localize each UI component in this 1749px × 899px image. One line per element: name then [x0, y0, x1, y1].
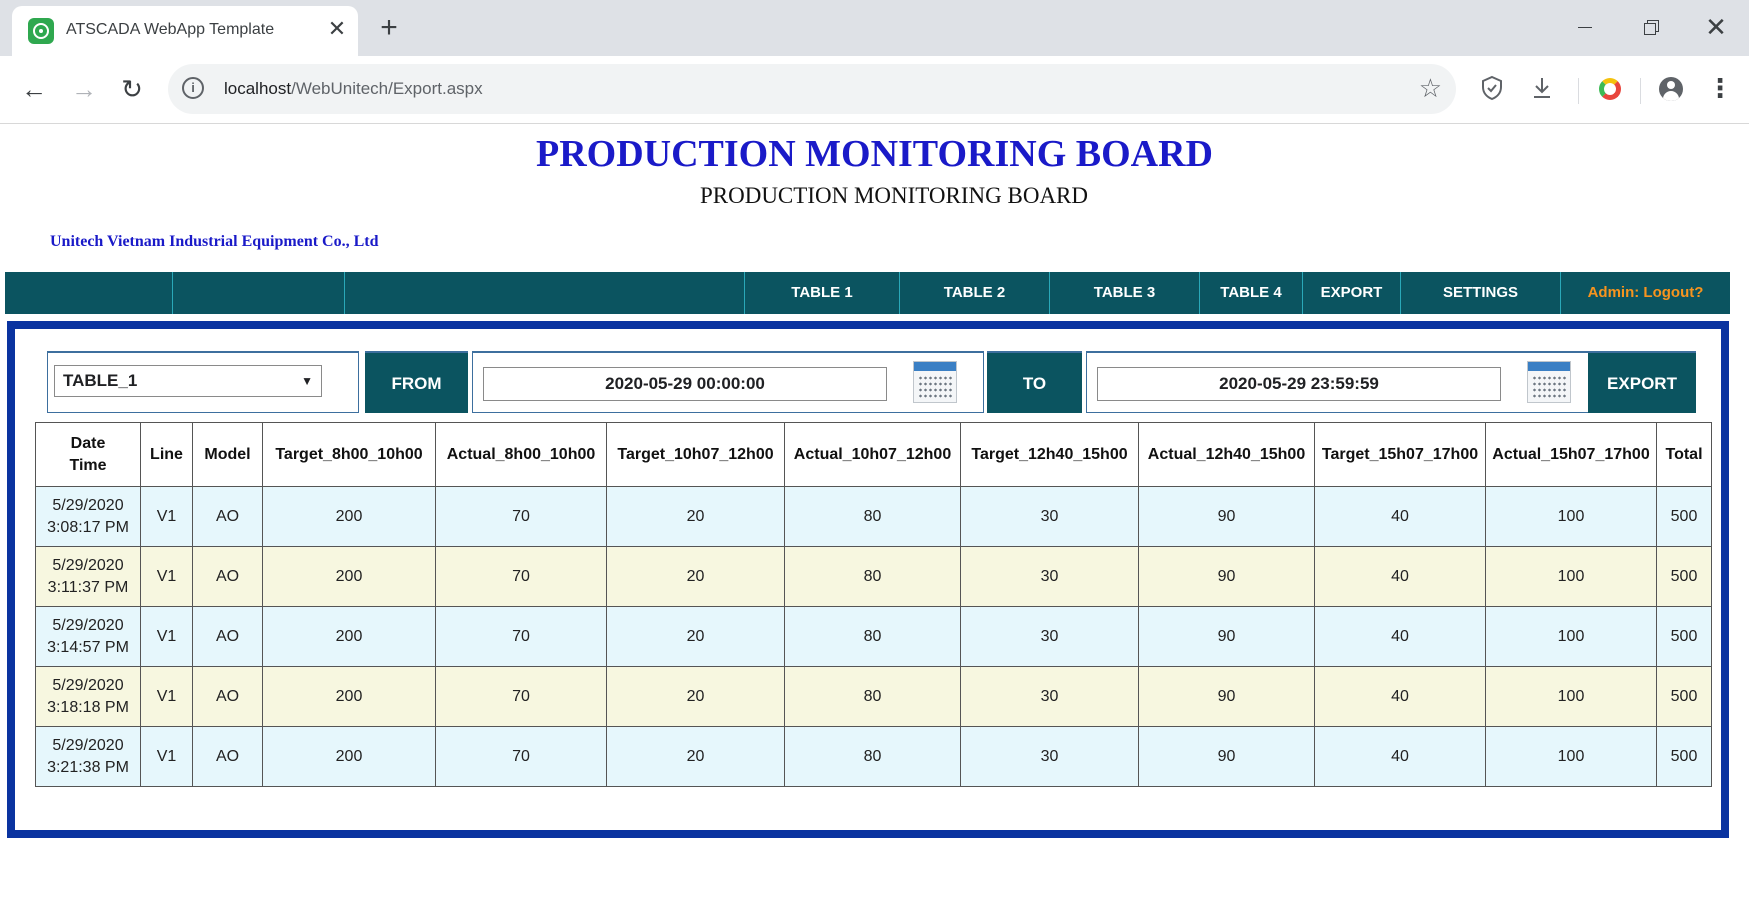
page-subtitle: PRODUCTION MONITORING BOARD — [699, 183, 1089, 208]
table-header-row — [36, 423, 1712, 487]
menu-blank-cell — [5, 272, 172, 314]
table-cell: 90 — [1139, 727, 1315, 787]
to-date-input[interactable]: 2020-05-29 23:59:59 — [1097, 367, 1501, 401]
table-cell: AO — [193, 607, 263, 667]
reload-icon[interactable]: ↻ — [121, 74, 143, 104]
from-calendar-icon[interactable] — [913, 361, 957, 403]
table-cell: V1 — [141, 607, 193, 667]
table-select-value: TABLE_1 — [63, 371, 138, 390]
menu-table-1[interactable]: TABLE 1 — [744, 272, 899, 314]
column-header: Total — [1657, 423, 1712, 487]
table-cell: 200 — [263, 727, 436, 787]
browser-toolbar — [0, 56, 1749, 124]
table-cell: 70 — [436, 487, 607, 547]
datetime-cell: 5/29/2020 3:08:17 PM — [36, 487, 141, 547]
column-header: Actual_12h40_15h00 — [1139, 423, 1315, 487]
table-cell: 30 — [961, 487, 1139, 547]
table-select[interactable] — [54, 365, 322, 397]
table-row — [36, 727, 1712, 787]
column-header: Model — [193, 423, 263, 487]
table-cell: 200 — [263, 487, 436, 547]
logout-link[interactable]: Admin: Logout? — [1560, 272, 1730, 314]
table-cell: 500 — [1657, 547, 1712, 607]
toolbar-separator — [1578, 78, 1579, 104]
to-calendar-icon[interactable] — [1527, 361, 1571, 403]
table-cell: V1 — [141, 727, 193, 787]
column-header: Target_10h07_12h00 — [607, 423, 785, 487]
tab-close-icon[interactable]: ✕ — [327, 16, 347, 41]
column-header: Target_15h07_17h00 — [1315, 423, 1486, 487]
browser-tab-strip — [0, 0, 1749, 56]
from-button[interactable]: FROM — [365, 351, 468, 413]
table-cell: 70 — [436, 727, 607, 787]
table-cell: 30 — [961, 547, 1139, 607]
table-cell: 70 — [436, 667, 607, 727]
table-cell: 40 — [1315, 727, 1486, 787]
table-cell: 100 — [1486, 727, 1657, 787]
url-path: /WebUnitech/Export.aspx — [291, 79, 483, 98]
table-cell: 40 — [1315, 607, 1486, 667]
table-cell: 90 — [1139, 607, 1315, 667]
toolbar-separator — [1640, 78, 1641, 104]
table-cell: 500 — [1657, 727, 1712, 787]
table-cell: 80 — [785, 727, 961, 787]
column-header: Line — [141, 423, 193, 487]
table-row — [36, 607, 1712, 667]
table-cell: 90 — [1139, 667, 1315, 727]
table-cell: 100 — [1486, 547, 1657, 607]
column-header: Actual_10h07_12h00 — [785, 423, 961, 487]
url-host: localhost — [224, 79, 292, 98]
page-title: PRODUCTION MONITORING BOARD — [535, 133, 1213, 175]
table-cell: V1 — [141, 547, 193, 607]
table-row — [36, 667, 1712, 727]
production-table — [35, 422, 1712, 787]
datetime-cell: 5/29/2020 3:21:38 PM — [36, 727, 141, 787]
table-cell: 70 — [436, 607, 607, 667]
table-cell: 70 — [436, 547, 607, 607]
table-cell: 20 — [607, 487, 785, 547]
table-cell: 40 — [1315, 487, 1486, 547]
column-header: Actual_8h00_10h00 — [436, 423, 607, 487]
table-row — [36, 487, 1712, 547]
table-cell: 20 — [607, 547, 785, 607]
table-cell: 90 — [1139, 487, 1315, 547]
table-row — [36, 547, 1712, 607]
export-button[interactable]: EXPORT — [1588, 351, 1696, 413]
url-text[interactable] — [224, 79, 483, 99]
table-cell: AO — [193, 487, 263, 547]
table-cell: 200 — [263, 607, 436, 667]
table-cell: 90 — [1139, 547, 1315, 607]
bookmark-star-icon[interactable]: ☆ — [1418, 73, 1442, 103]
table-cell: 30 — [961, 727, 1139, 787]
shield-icon[interactable] — [1474, 70, 1510, 106]
address-bar[interactable] — [168, 64, 1456, 114]
menu-export[interactable]: EXPORT — [1302, 272, 1400, 314]
dropdown-arrow-icon: ▼ — [301, 374, 313, 388]
table-cell: 30 — [961, 667, 1139, 727]
back-arrow-icon[interactable]: ← — [21, 74, 47, 104]
to-date-box — [1086, 351, 1594, 413]
table-cell: 30 — [961, 607, 1139, 667]
table-cell: 20 — [607, 727, 785, 787]
table-cell: AO — [193, 727, 263, 787]
table-cell: 500 — [1657, 667, 1712, 727]
main-menu — [5, 272, 1730, 314]
company-name: Unitech Vietnam Industrial Equipment Co., Ltd — [50, 233, 379, 250]
table-cell: 80 — [785, 607, 961, 667]
window-close-icon[interactable]: ✕ — [1705, 12, 1727, 42]
menu-table-4[interactable]: TABLE 4 — [1199, 272, 1302, 314]
atscada-favicon-icon — [28, 18, 54, 44]
menu-blank-cell — [172, 272, 344, 314]
table-cell: V1 — [141, 667, 193, 727]
table-cell: 80 — [785, 487, 961, 547]
window-restore-icon[interactable] — [1630, 8, 1670, 46]
table-cell: 20 — [607, 667, 785, 727]
table-cell: 100 — [1486, 667, 1657, 727]
column-header: Actual_15h07_17h00 — [1486, 423, 1657, 487]
export-panel — [7, 321, 1729, 838]
browser-menu-icon[interactable]: ⋮ — [1707, 73, 1733, 103]
table-select-box — [47, 351, 359, 413]
table-cell: AO — [193, 667, 263, 727]
menu-settings[interactable]: SETTINGS — [1400, 272, 1560, 314]
table-cell: 80 — [785, 667, 961, 727]
table-cell: 100 — [1486, 487, 1657, 547]
table-cell: 100 — [1486, 607, 1657, 667]
tab-title: ATSCADA WebApp Template — [66, 21, 275, 38]
column-header: Target_12h40_15h00 — [961, 423, 1139, 487]
table-cell: 200 — [263, 547, 436, 607]
table-cell: AO — [193, 547, 263, 607]
table-cell: 40 — [1315, 547, 1486, 607]
table-cell: 80 — [785, 547, 961, 607]
forward-arrow-icon[interactable]: → — [71, 74, 97, 104]
download-icon[interactable] — [1524, 70, 1560, 106]
site-info-icon[interactable]: i — [182, 77, 204, 99]
table-cell: 500 — [1657, 487, 1712, 547]
profile-avatar-icon[interactable] — [1652, 70, 1688, 106]
window-minimize-icon[interactable] — [1564, 8, 1604, 46]
datetime-cell: 5/29/2020 3:18:18 PM — [36, 667, 141, 727]
datetime-cell: 5/29/2020 3:14:57 PM — [36, 607, 141, 667]
table-cell: V1 — [141, 487, 193, 547]
table-cell: 40 — [1315, 667, 1486, 727]
table-cell: 20 — [607, 607, 785, 667]
extension-icon[interactable] — [1591, 70, 1627, 106]
to-button[interactable]: TO — [987, 351, 1082, 413]
column-header: Date Time — [36, 423, 141, 487]
new-tab-icon[interactable]: + — [380, 11, 398, 44]
menu-table-2[interactable]: TABLE 2 — [899, 272, 1049, 314]
menu-blank-cell — [344, 272, 748, 314]
column-header: Target_8h00_10h00 — [263, 423, 436, 487]
menu-table-3[interactable]: TABLE 3 — [1049, 272, 1199, 314]
browser-tab[interactable] — [12, 6, 358, 56]
from-date-input[interactable]: 2020-05-29 00:00:00 — [483, 367, 887, 401]
table-cell: 500 — [1657, 607, 1712, 667]
table-cell: 200 — [263, 667, 436, 727]
datetime-cell: 5/29/2020 3:11:37 PM — [36, 547, 141, 607]
from-date-box — [472, 351, 984, 413]
